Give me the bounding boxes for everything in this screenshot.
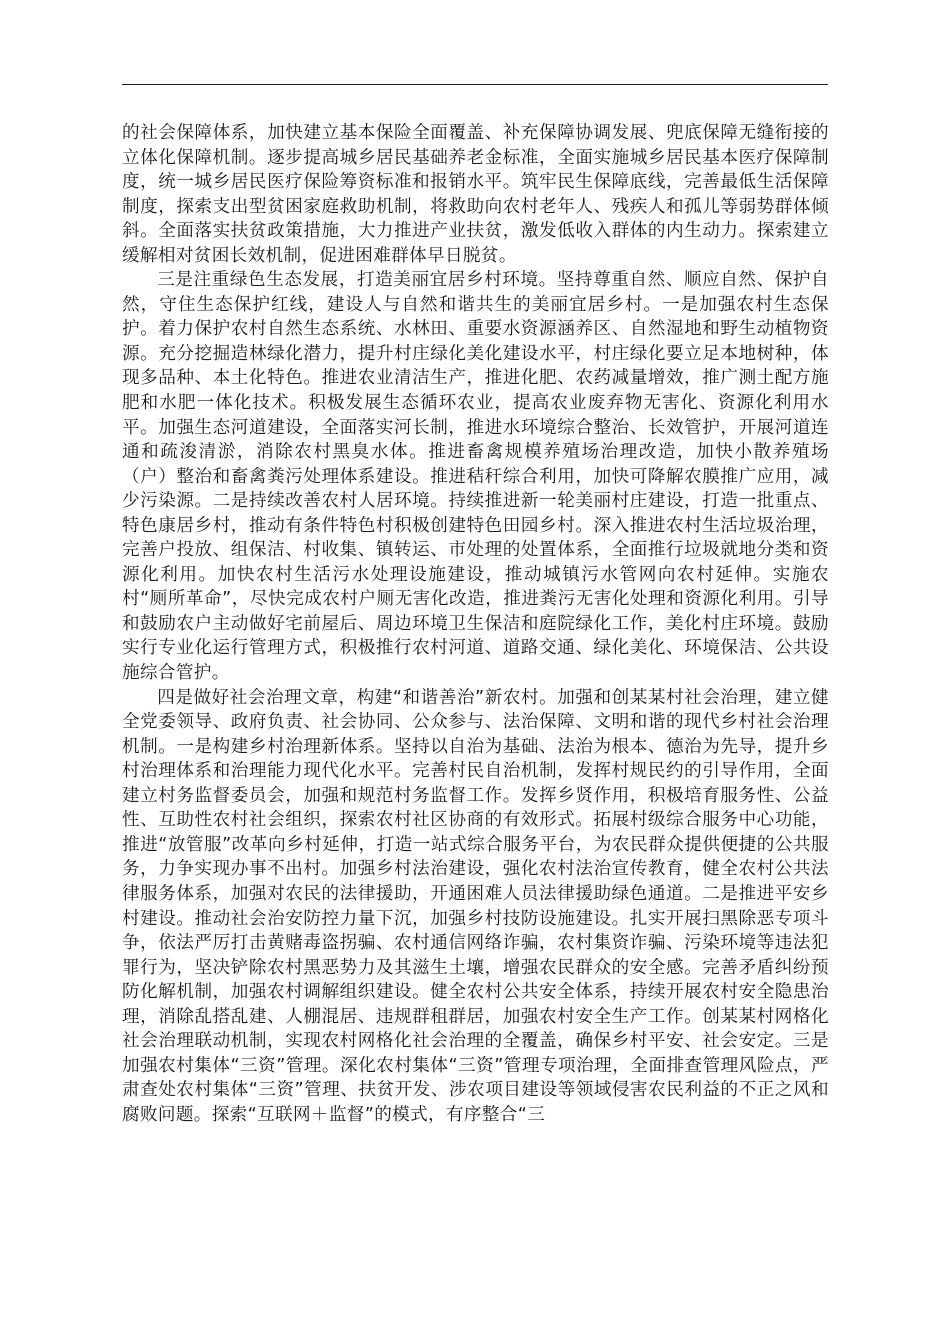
paragraph-green-ecology: 三是注重绿色生态发展，打造美丽宜居乡村环境。坚持尊重自然、顺应自然、保护自然，守住生态保护红线，建设人与自然和谐共生的美丽宜居乡村。一是加强农村生态保护。着力保护农村自然生态系统、水林田、重要水资源涵养区、自然湿地和野生动植物资源。充分挖掘造林绿化潜力，提升村庄绿化美化建设水平，村庄绿化要立足本地树种，体现多品种、本土化特色。推进农业清洁生产，推进化肥、农药减量增效，推广测土配方施肥和水肥一体化技术。积极发展生态循环农业，提高农业废弃物无害化、资源化利用水平。加强生态河道建设，全面落实河长制，推进水环境综合整治、长效管护，开展河道连通和疏浚清淤，消除农村黑臭水体。推进畜禽规模养殖场治理改造，加快小散养殖场（户）整治和畜禽粪污处理体系建设。推进秸秆综合利用，加快可降解农膜推广应用，减少污染源。二是持续改善农村人居环境。持续推进新一轮美丽村庄建设，打造一批重点、特色康居乡村，推动有条件特色村积极创建特色田园乡村。深入推进农村生活垃圾治理，完善户投放、组保洁、村收集、镇转运、市处理的处置体系，全面推行垃圾就地分类和资源化利用。加快农村生活污水处理设施建设，推动城镇污水管网向农村延伸。实施农村“厕所革命”，尽快完成农村户厕无害化改造，推进粪污无害化处理和资源化利用。引导和鼓励农户主动做好宅前屋后、周边环境卫生保洁和庭院绿化工作，美化村庄环境。鼓励实行专业化运行管理方式，积极推行农村河道、道路交通、绿化美化、环境保洁、公共设施综合管护。 xyxy=(122,270,829,684)
paragraph-social-governance: 四是做好社会治理文章，构建“和谐善治”新农村。加强和创某某村社会治理，建立健全党委领导、政府负责、社会协同、公众参与、法治保障、文明和谐的现代乡村社会治理机制。一是构建乡村治理新体系。坚持以自治为基础、法治为根本、德治为先导，提升乡村治理体系和治理能力现代化水平。完善村民自治机制，发挥村规民约的引导作用，全面建立村务监督委员会，加强和规范村务监督工作。发挥乡贤作用，积极培育服务性、公益性、互助性农村社会组织，探索农村社区协商的有效形式。拓展村级综合服务中心功能，推进“放管服”改革向乡村延伸，打造一站式综合服务平台，为农民群众提供便捷的公共服务，力争实现办事不出村。加强乡村法治建设，强化农村法治宣传教育，健全农村公共法律服务体系，加强对农民的法律援助，开通困难人员法律援助绿色通道。二是推进平安乡村建设。推动社会治安防控力量下沉，加强乡村技防设施建设。扎实开展扫黑除恶专项斗争，依法严厉打击黄赌毒盗拐骗、农村通信网络诈骗，农村集资诈骗、污染环境等违法犯罪行为，坚决铲除农村黑恶势力及其滋生土壤，增强农民群众的安全感。完善矛盾纠纷预防化解机制，加强农村调解组织建设。健全农村公共安全体系，持续开展农村安全隐患治理，消除乱搭乱建、人棚混居、违规群租群居，加强农村安全生产工作。创某某村网格化社会治理联动机制，实现农村网格化社会治理的全覆盖，确保乡村平安、社会安定。三是加强农村集体“三资”管理。深化农村集体“三资”管理专项治理，全面排查管理风险点，严肃查处农村集体“三资”管理、扶贫开发、涉农项目建设等领域侵害农民利益的不正之风和腐败问题。探索“互联网＋监督”的模式，有序整合“三 xyxy=(122,687,829,1125)
paragraph-social-security: 的社会保障体系，加快建立基本保险全面覆盖、补充保障协调发展、兜底保障无缝衔接的立体化保障机制。逐步提高城乡居民基础养老金标准，全面实施城乡居民基本医疗保障制度，统一城乡居民医疗保险筹资标准和报销水平。筑牢民生保障底线，完善最低生活保障制度，探索支出型贫困家庭救助机制，将救助向农村老年人、残疾人和孤儿等弱势群体倾斜。全面落实扶贫政策措施，大力推进产业扶贫，激发低收入群体的内生动力。探索建立缓解相对贫困长效机制，促进困难群体早日脱贫。 xyxy=(122,123,829,266)
header-divider xyxy=(122,84,828,85)
body-text xyxy=(122,121,829,1127)
